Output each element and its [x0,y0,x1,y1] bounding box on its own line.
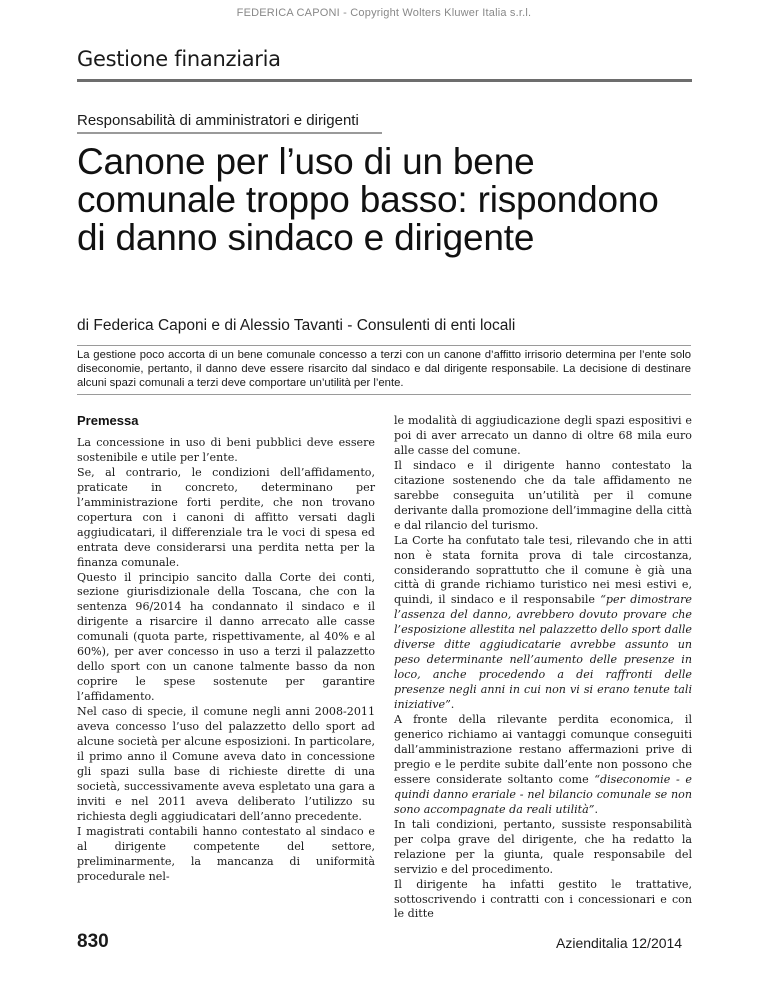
section-heading-premessa: Premessa [77,413,139,428]
paragraph-text: A fronte della rilevante perdita economica, il generico richiamo ai vantaggi comunque conseguiti dall’amministrazione restano affermazioni prive di pregio e le perdite subite dall’ente non possono che essere considerate soltanto come [394,713,692,786]
paragraph-text: La Corte ha confutato tale tesi, rilevando che in atti non è stata fornita prova di tale circostanza, considerando soprattutto che il comune è già una città di grande richiamo turistico nei mesi estivi e, quindi, il sindaco e il responsabile [394,533,692,607]
copyright-watermark: FEDERICA CAPONI - Copyright Wolters Kluwer Italia s.r.l. [236,7,532,19]
paragraph [394,534,692,713]
paragraph: Questo il principio sancito dalla Corte dei conti, sezione giurisdizionale della Toscana, che con la sentenza 96/2014 ha condannato il sindaco e il dirigente a risarcire il danno arrecato alle casse comunali (quota parte, rispettivamente, al 40% e al 60%), per aver concesso in uso a terzi il palazzetto dello sport con un canone talmente basso da non coprire le spese sostenute per garantire l’affidamento. [77,570,375,704]
section-title: Gestione finanziaria [77,47,281,71]
paragraph: La concessione in uso di beni pubblici deve essere sostenibile e utile per l’ente. [77,435,375,464]
page-number: 830 [77,931,109,952]
paragraph: Nel caso di specie, il comune negli anni 2008-2011 aveva concesso l’uso del palazzetto dello sport ad alcune società per alcune esposizioni. In particolare, il primo anno il Comune aveva dato in concessione gli spazi sulla base di richieste dirette di una società, successivamente aveva espletato una gara a inviti e nel 2011 aveva deliberato l’utilizzo su richiesta degli aggiudicatari dell’anno precedente. [77,705,375,823]
right-column [394,414,692,922]
paragraph [394,713,692,818]
section-divider [77,79,692,82]
paragraph: I magistrati contabili hanno contestato al sindaco e al dirigente competente del settore, preliminarmente, la mancanza di uniformità procedurale nel- [77,824,375,883]
paragraph: Il sindaco e il dirigente hanno contestato la citazione sostenendo che da tale affidamento ne sarebbe conseguita un’utilità per il comune derivante dalla promozione dell’immagine della città e dal rilancio del turismo. [394,458,692,532]
topic-divider [77,132,382,134]
paragraph: Il dirigente ha infatti gestito le trattative, sottoscrivendo i contratti con i concessionari e con le ditte [394,877,692,921]
topic-label: Responsabilità di amministratori e dirigenti [77,112,359,129]
paragraph-end: . [450,698,455,712]
article-byline: di Federica Caponi e di Alessio Tavanti - Consulenti di enti locali [77,317,516,334]
article-abstract: La gestione poco accorta di un bene comunale concesso a terzi con un canone d’affitto irrisorio determina per l’ente solo diseconomie, pertanto, il danno deve essere risarcito dal sindaco e dal dirigente responsabile. La decisione di destinare alcuni spazi comunali a terzi deve comportare un’utilità per l’ente. [77,345,691,395]
paragraph: le modalità di aggiudicazione degli spazi espositivi e poi di aver arrecato un danno di oltre 68 mila euro alle casse del comune. [394,414,692,457]
paragraph-end: . [594,802,598,816]
journal-issue: Azienditalia 12/2014 [556,935,683,951]
paragraph: In tali condizioni, pertanto, sussiste responsabilità per colpa grave del dirigente, che ha redatto la relazione per la giunta, quale responsabile del servizio e del procedimento. [394,817,692,876]
court-quote: “diseconomie - e quindi danno erariale - nel bilancio comunale se non sono accompagnate da reali utilità” [394,772,692,816]
article-headline: Canone per l’uso di un bene comunale troppo basso: rispondono di danno sindaco e dirigente [77,141,659,258]
court-quote: “per dimostrare l’assenza del danno, avrebbero dovuto provare che l’esposizione allestita nel palazzetto dello sport dalle diverse ditte aggiudicatarie avrebbe assunto un peso determinante nell’aumento delle presenze in loco, anche procedendo a dei raffronti delle presenze negli anni in cui non vi si erano tenute tali iniziative” [394,593,692,712]
paragraph: Se, al contrario, le condizioni dell’affidamento, praticate in concreto, determinano per l’amministrazione forti perdite, che non trovano copertura con i canoni di affitto versati dagli aggiudicatari, il differenziale tra le voci di spesa ed entrata deve considerarsi una perdita netta per la finanza comunale. [77,465,375,569]
left-column [77,412,375,885]
